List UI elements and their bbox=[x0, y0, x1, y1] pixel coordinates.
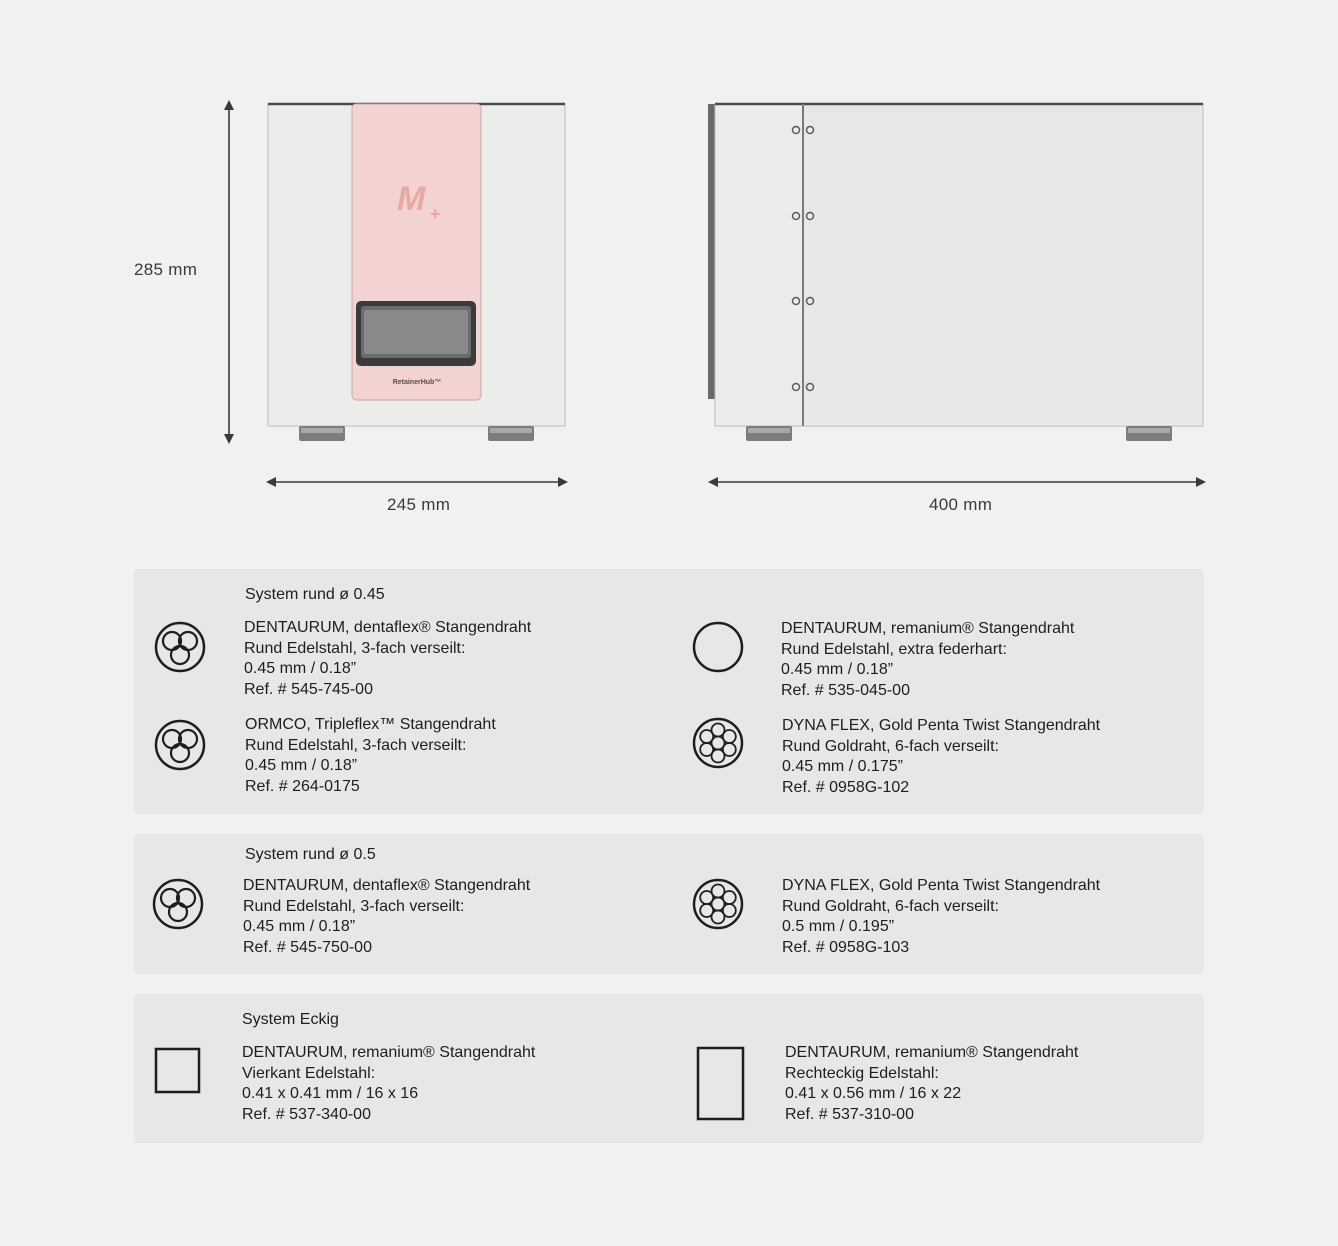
product-name: DENTAURUM, remanium® Stangendraht bbox=[242, 1044, 536, 1061]
product-ref: Ref. # 537-310-00 bbox=[785, 1105, 914, 1123]
system-panel-square bbox=[134, 994, 1204, 1143]
product-dentaflex-545-750 bbox=[243, 876, 530, 958]
product-material: Rund Goldraht, 6-fach verseilt: bbox=[782, 737, 999, 755]
product-material: Rund Edelstahl, 3-fach verseilt: bbox=[243, 897, 465, 915]
product-ref: Ref. # 0958G-102 bbox=[782, 778, 910, 796]
product-dynaflex-0958g-103 bbox=[782, 876, 1100, 958]
svg-text:M: M bbox=[397, 180, 426, 218]
product-material: Rund Edelstahl, 3-fach verseilt: bbox=[245, 736, 467, 754]
product-ref: Ref. # 537-340-00 bbox=[242, 1105, 371, 1123]
square-wire-icon bbox=[154, 1047, 202, 1095]
product-remanium-537-340 bbox=[242, 1043, 535, 1125]
three-strand-wire-icon bbox=[154, 621, 206, 673]
product-name: ORMCO, Tripleflex™ Stangendraht bbox=[245, 716, 496, 733]
product-dentaflex-545-745 bbox=[244, 618, 531, 700]
product-name: DENTAURUM, dentaflex® Stangendraht bbox=[243, 877, 531, 894]
product-material: Rund Edelstahl, extra federhart: bbox=[781, 640, 1007, 658]
product-name: DENTAURUM, remanium® Stangendraht bbox=[781, 620, 1075, 637]
product-size: 0.5 mm / 0.195” bbox=[782, 918, 895, 935]
product-size: 0.45 mm / 0.18” bbox=[781, 661, 894, 678]
product-size: 0.41 x 0.56 mm / 16 x 22 bbox=[785, 1085, 962, 1102]
system-panel-round-05 bbox=[134, 834, 1204, 974]
product-dynaflex-0958g-102 bbox=[782, 716, 1100, 798]
device-front-view bbox=[262, 98, 572, 448]
product-material: Rechteckig Edelstahl: bbox=[785, 1064, 939, 1082]
product-size: 0.45 mm / 0.175” bbox=[782, 758, 903, 775]
product-name: DENTAURUM, remanium® Stangendraht bbox=[785, 1044, 1079, 1061]
product-remanium-537-310 bbox=[785, 1043, 1078, 1125]
three-strand-wire-icon bbox=[152, 878, 204, 930]
rectangular-wire-icon bbox=[696, 1046, 746, 1122]
product-ref: Ref. # 0958G-103 bbox=[782, 938, 910, 956]
product-size: 0.45 mm / 0.18” bbox=[243, 918, 356, 935]
height-dimension-arrow bbox=[218, 98, 240, 446]
product-size: 0.41 x 0.41 mm / 16 x 16 bbox=[242, 1085, 419, 1102]
system-panel-round-045 bbox=[134, 569, 1204, 814]
system-title: System rund ø 0.45 bbox=[245, 586, 385, 603]
product-size: 0.45 mm / 0.18” bbox=[245, 757, 358, 774]
front-width-dimension-arrow bbox=[264, 472, 570, 492]
six-strand-wire-icon bbox=[692, 878, 744, 930]
depth-dimension-arrow bbox=[706, 472, 1208, 492]
product-ref: Ref. # 264-0175 bbox=[245, 777, 360, 795]
product-ref: Ref. # 535-045-00 bbox=[781, 681, 910, 699]
height-dimension-label: 285 mm bbox=[134, 260, 198, 279]
six-strand-wire-icon bbox=[692, 717, 744, 769]
depth-dimension-label: 400 mm bbox=[929, 495, 993, 514]
product-material: Vierkant Edelstahl: bbox=[242, 1064, 376, 1082]
device-side-view bbox=[704, 98, 1210, 448]
svg-text:+: + bbox=[430, 204, 441, 224]
product-ref: Ref. # 545-750-00 bbox=[243, 938, 372, 956]
product-tripleflex-264-0175 bbox=[245, 715, 496, 797]
product-material: Rund Goldraht, 6-fach verseilt: bbox=[782, 897, 999, 915]
product-remanium-535-045 bbox=[781, 619, 1074, 701]
svg-text:RetainerHub™: RetainerHub™ bbox=[392, 379, 442, 386]
product-size: 0.45 mm / 0.18” bbox=[244, 660, 357, 677]
product-name: DENTAURUM, dentaflex® Stangendraht bbox=[244, 619, 532, 636]
product-ref: Ref. # 545-745-00 bbox=[244, 680, 373, 698]
round-wire-icon bbox=[692, 621, 744, 673]
front-width-dimension-label: 245 mm bbox=[387, 495, 451, 514]
system-title: System Eckig bbox=[242, 1011, 339, 1028]
product-material: Rund Edelstahl, 3-fach verseilt: bbox=[244, 639, 466, 657]
three-strand-wire-icon bbox=[154, 719, 206, 771]
system-title: System rund ø 0.5 bbox=[245, 846, 376, 863]
product-name: DYNA FLEX, Gold Penta Twist Stangendraht bbox=[782, 717, 1101, 734]
product-name: DYNA FLEX, Gold Penta Twist Stangendraht bbox=[782, 877, 1101, 894]
